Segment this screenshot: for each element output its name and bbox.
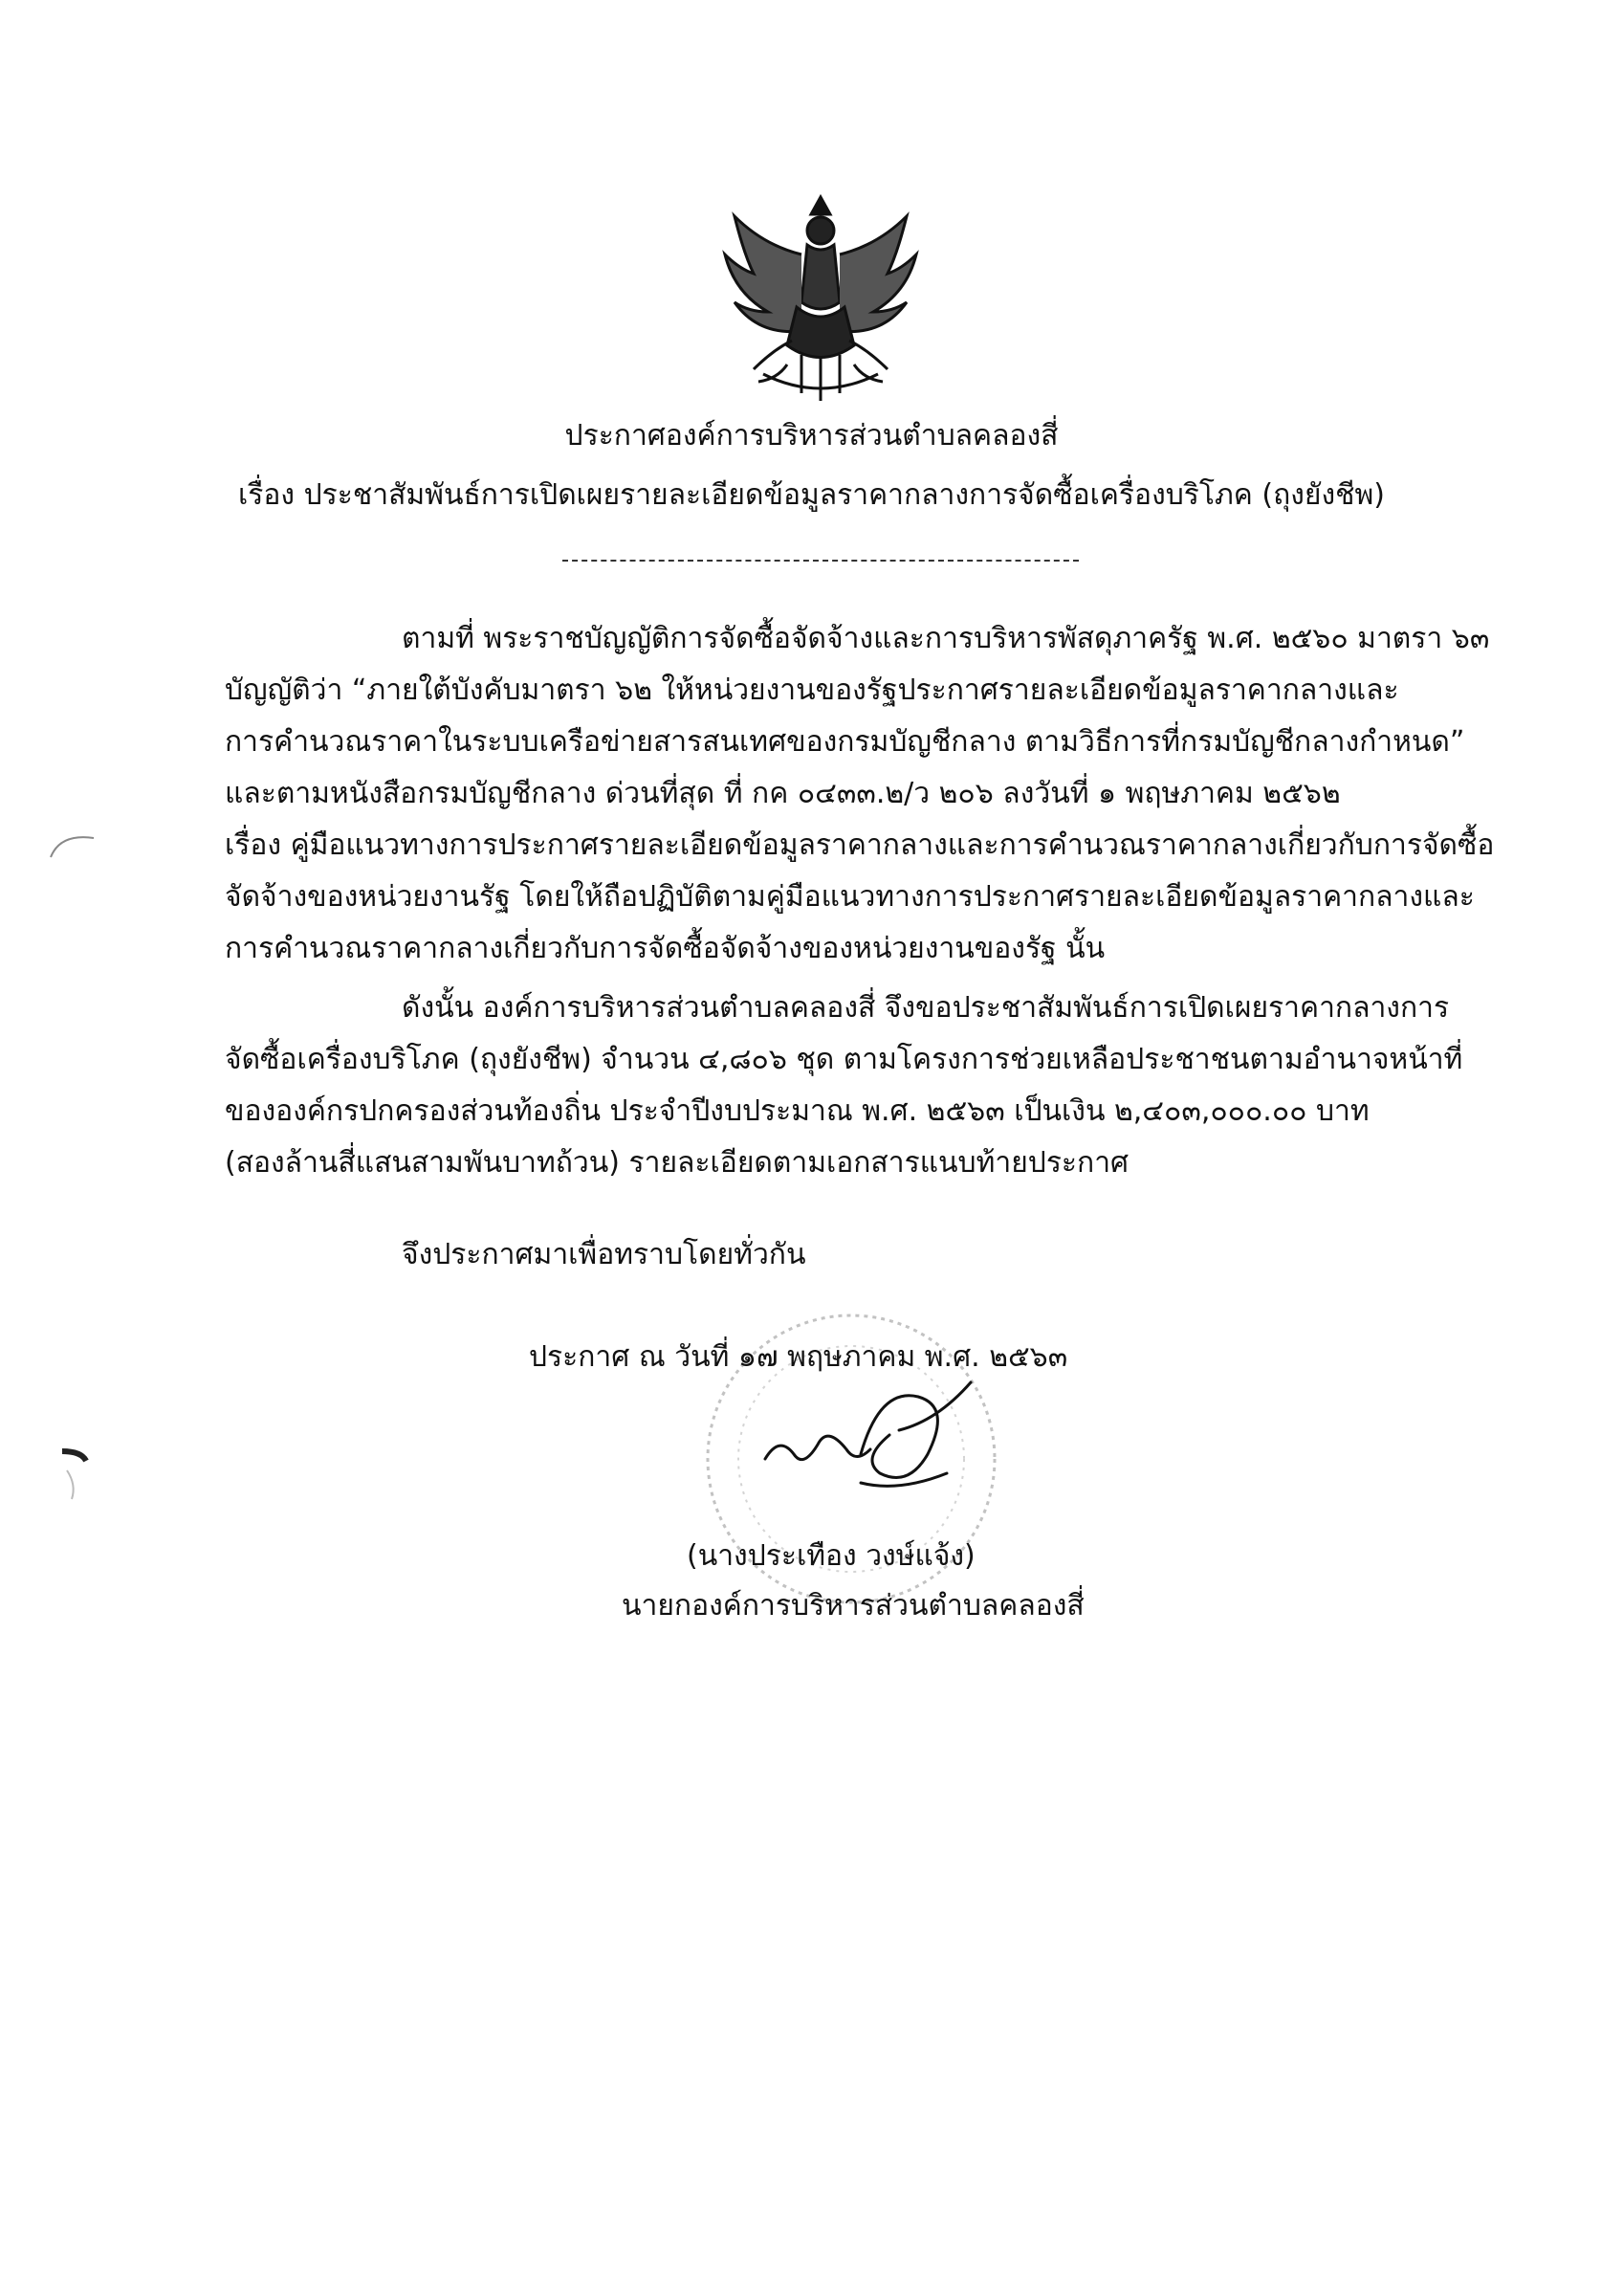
garuda-emblem-icon xyxy=(706,178,935,408)
body-line: จัดจ้างของหน่วยงานรัฐ โดยให้ถือปฏิบัติตามคู่มือแนวทางการประกาศรายละเอียดข้อมูลราคากลางและ xyxy=(225,880,1475,914)
signature xyxy=(746,1378,1033,1512)
signatory-name: (นางประเทือง วงษ์แจ้ง) xyxy=(687,1539,976,1573)
punch-hole-mark xyxy=(46,828,103,867)
body-line: จัดซื้อเครื่องบริโภค (ถุงยังชีพ) จำนวน ๔,๘๐๖ ชุด ตามโครงการช่วยเหลือประชาชนตามอำนาจหน้าที่ xyxy=(225,1043,1463,1076)
body-line: (สองล้านสี่แสนสามพันบาทถ้วน) รายละเอียดตามเอกสารแนบท้ายประกาศ xyxy=(225,1146,1130,1180)
signatory-position: นายกองค์การบริหารส่วนตำบลคลองสี่ xyxy=(622,1589,1085,1623)
punch-hole-mark xyxy=(57,1446,96,1504)
body-line: การคำนวณราคากลางเกี่ยวกับการจัดซื้อจัดจ้างของหน่วยงานของรัฐ นั้น xyxy=(225,932,1106,965)
body-line: และตามหนังสือกรมบัญชีกลาง ด่วนที่สุด ที่ กค ๐๔๓๓.๒/ว ๒๐๖ ลงวันที่ ๑ พฤษภาคม ๒๕๖๒ xyxy=(225,777,1341,810)
date-prefix: ประกาศ ณ วันที่ xyxy=(529,1340,730,1374)
dashed-divider xyxy=(562,560,1079,562)
body-line: เรื่อง คู่มือแนวทางการประกาศรายละเอียดข้อมูลราคากลางและการคำนวณราคากลางเกี่ยวกับการจัดซื้อ xyxy=(225,828,1495,862)
body-line: บัญญัติว่า “ภายใต้บังคับมาตรา ๖๒ ให้หน่วยงานของรัฐประกาศรายละเอียดข้อมูลราคากลางและ xyxy=(225,673,1399,707)
date-month-year: พฤษภาคม พ.ศ. ๒๕๖๓ xyxy=(787,1340,1068,1374)
date-day-handwritten: ๑๗ xyxy=(737,1340,779,1374)
body-line: การคำนวณราคาในระบบเครือข่ายสารสนเทศของกรมบัญชีกลาง ตามวิธีการที่กรมบัญชีกลางกำหนด” xyxy=(225,725,1465,759)
announcement-title: ประกาศองค์การบริหารส่วนตำบลคลองสี่ xyxy=(564,419,1059,453)
announcement-date xyxy=(529,1335,1067,1380)
body-line: ขององค์กรปกครองส่วนท้องถิ่น ประจำปีงบประมาณ พ.ศ. ๒๕๖๓ เป็นเงิน ๒,๔๐๓,๐๐๐.๐๐ บาท xyxy=(225,1094,1370,1128)
body-line: ดังนั้น องค์การบริหารส่วนตำบลคลองสี่ จึงขอประชาสัมพันธ์การเปิดเผยราคากลางการ xyxy=(402,991,1450,1025)
announcement-subject: เรื่อง ประชาสัมพันธ์การเปิดเผยรายละเอียดข้อมูลราคากลางการจัดซื้อเครื่องบริโภค (ถุงยังชีพ) xyxy=(238,478,1385,512)
closing-line: จึงประกาศมาเพื่อทราบโดยทั่วกัน xyxy=(402,1238,806,1271)
body-line: ตามที่ พระราชบัญญัติการจัดซื้อจัดจ้างและการบริหารพัสดุภาครัฐ พ.ศ. ๒๕๖๐ มาตรา ๖๓ xyxy=(402,622,1490,655)
